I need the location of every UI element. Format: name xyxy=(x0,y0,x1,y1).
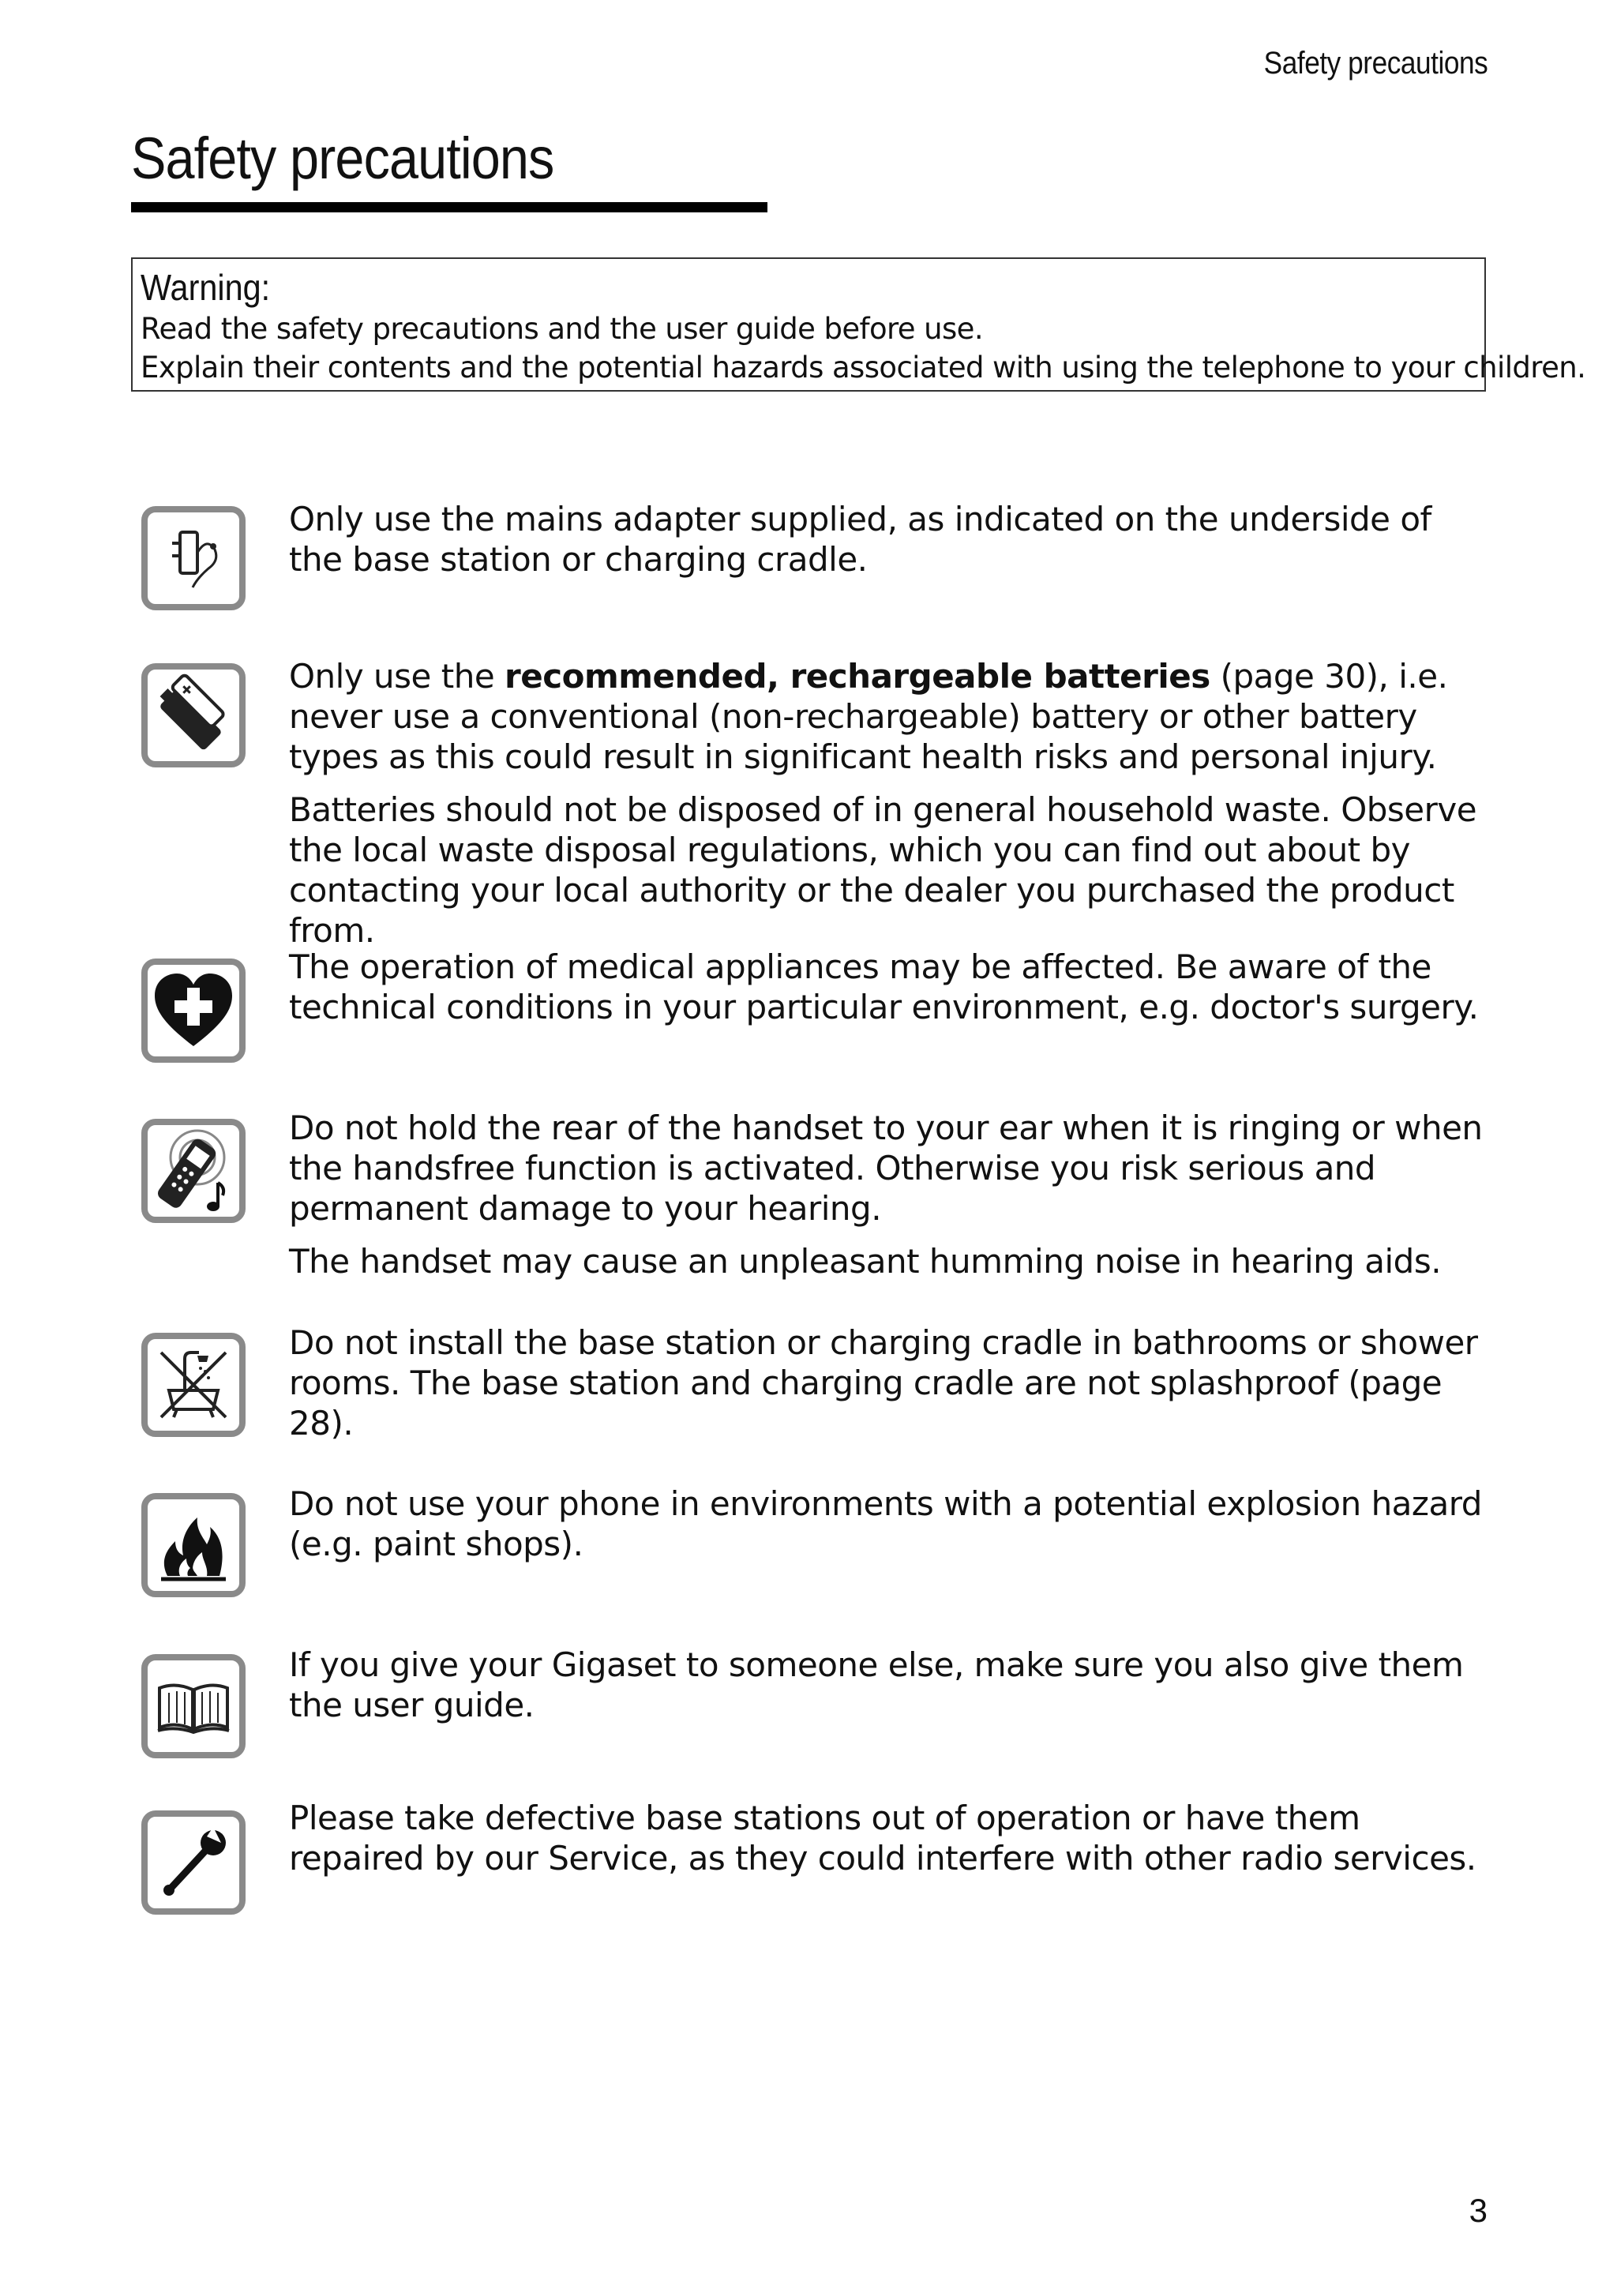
item-text xyxy=(289,1484,1486,1577)
item-text-part: Only use the xyxy=(289,657,505,696)
warning-box xyxy=(131,257,1586,392)
item-text xyxy=(289,1322,1486,1456)
item-paragraph: Do not install the base station or charging cradle in bathrooms or shower rooms. The base station and charging cradle are not splashproof (page 28). xyxy=(289,1323,1478,1443)
ringing-handset-ear-icon xyxy=(141,1118,246,1224)
item-text xyxy=(289,499,1486,592)
item-text-part: (page 30), i.e. never use a conventional (non-rechargeable) battery or other battery types as this could result in significant health risks and personal injury. xyxy=(289,657,1448,776)
item-text xyxy=(289,947,1486,1040)
item-paragraph: The handset may cause an unpleasant humming noise in hearing aids. xyxy=(289,1242,1442,1281)
item-text xyxy=(289,1108,1486,1294)
warning-line: Explain their contents and the potential hazards associated with using the telephone to your children. xyxy=(141,351,1586,385)
item-paragraph: Only use the mains adapter supplied, as indicated on the underside of the base station or charging cradle. xyxy=(289,500,1431,579)
page-title: Safety precautions xyxy=(131,126,554,191)
item-text-emphasis: recommended, rechargeable batteries xyxy=(505,657,1210,696)
user-guide-book-icon xyxy=(141,1653,246,1759)
item-paragraph: If you give your Gigaset to someone else, make sure you also give them the user guide. xyxy=(289,1645,1464,1724)
warning-title: Warning: xyxy=(141,267,271,308)
mains-adapter-icon xyxy=(141,505,246,611)
title-underline xyxy=(131,202,767,212)
no-bathroom-icon xyxy=(141,1332,246,1438)
warning-line: Read the safety precautions and the user guide before use. xyxy=(141,312,983,346)
running-header: Safety precautions xyxy=(1263,46,1488,81)
item-paragraph: Batteries should not be disposed of in general household waste. Observe the local waste disposal regulations, which you can find out about by contacting your local authority or the dealer you purchased the product from. xyxy=(289,790,1477,950)
item-paragraph: The operation of medical appliances may be affected. Be aware of the technical conditions in your particular environment, e.g. doctor's surgery. xyxy=(289,947,1479,1026)
item-paragraph: Please take defective base stations out of operation or have them repaired by our Service, as they could interfere with other radio services. xyxy=(289,1799,1476,1878)
wrench-icon xyxy=(141,1810,246,1915)
item-text xyxy=(289,1645,1486,1738)
page-number: 3 xyxy=(1469,2192,1488,2229)
item-paragraph: Do not use your phone in environments with a potential explosion hazard (e.g. paint shops). xyxy=(289,1484,1482,1563)
item-paragraph: Do not hold the rear of the handset to your ear when it is ringing or when the handsfree function is activated. Otherwise you risk serious and permanent damage to your hearing. xyxy=(289,1109,1483,1228)
battery-icon xyxy=(141,662,246,768)
medical-heart-icon xyxy=(141,958,246,1064)
item-paragraph xyxy=(289,656,1486,777)
item-text xyxy=(289,1798,1486,1891)
explosion-hazard-icon xyxy=(141,1492,246,1598)
item-text xyxy=(289,656,1486,963)
